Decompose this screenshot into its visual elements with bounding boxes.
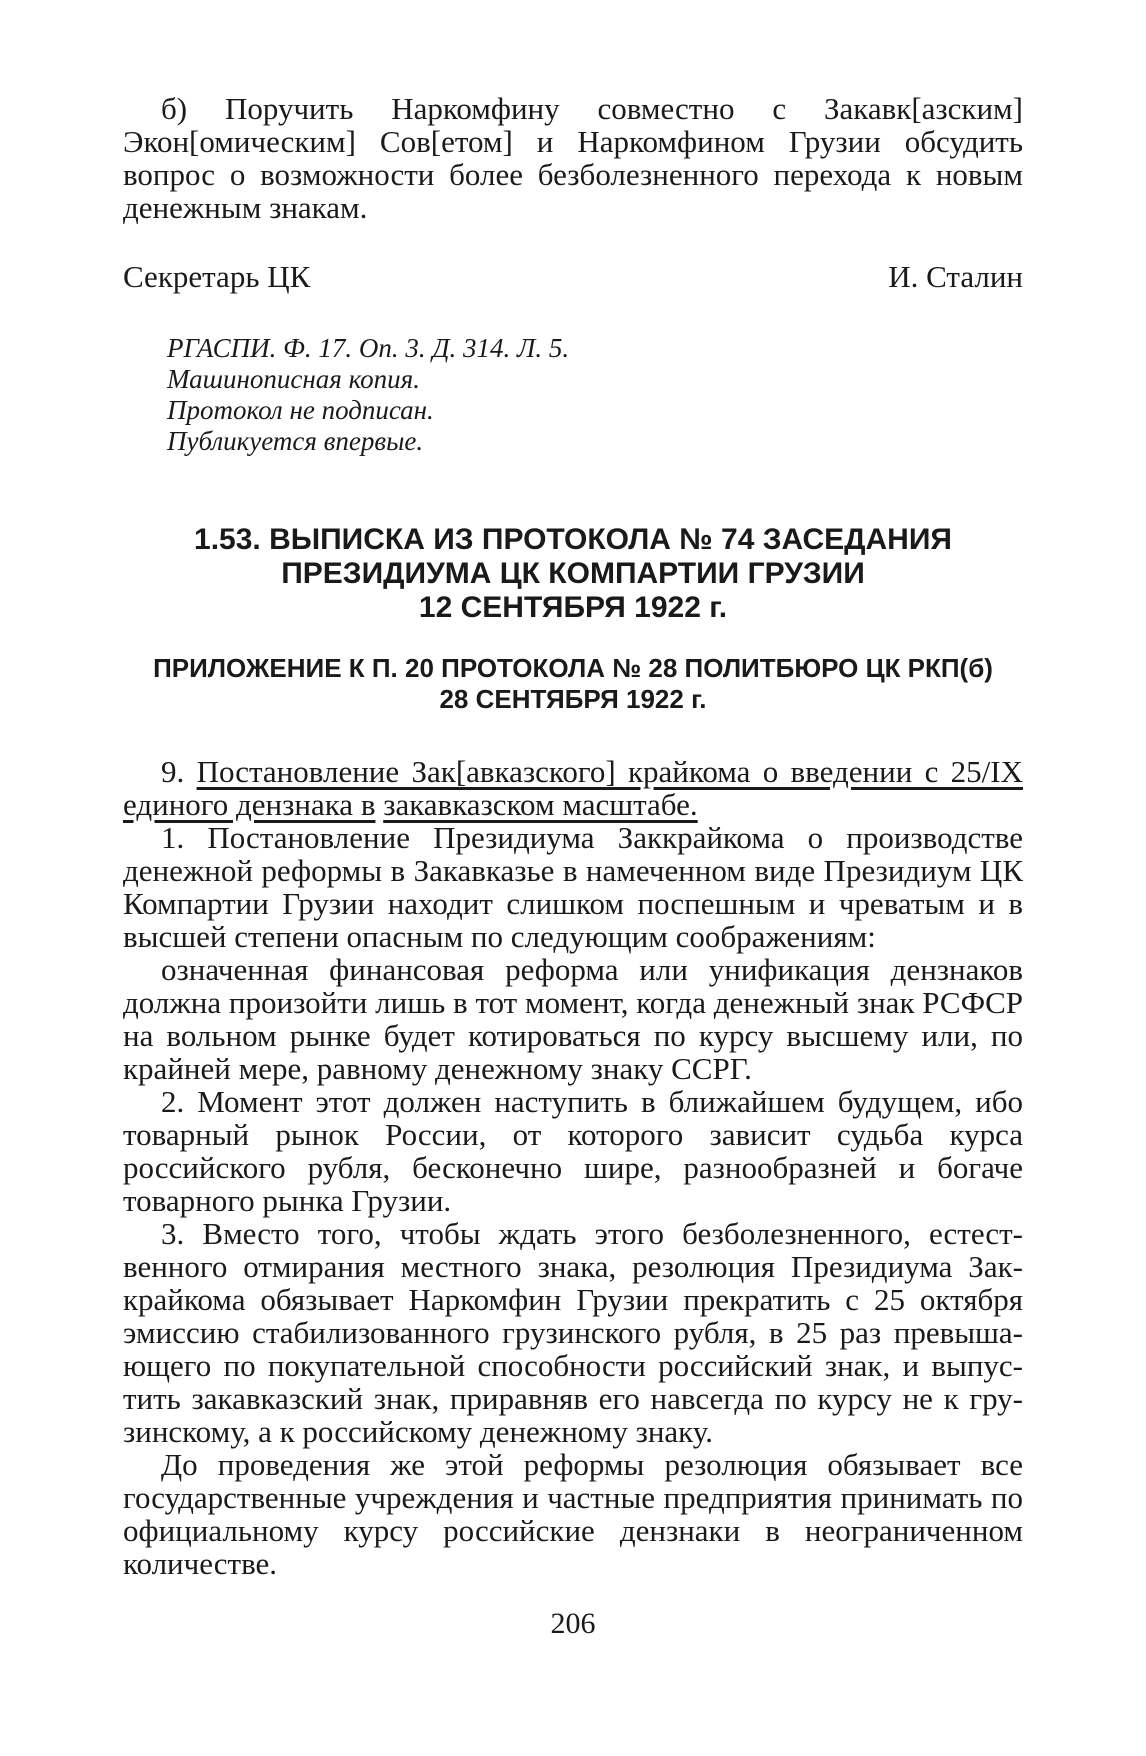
heading-line-3: 12 СЕНТЯБРЯ 1922 г. [418,591,728,624]
item-9-underlined-part-1: Постановление Зак[авказского] крайкома о введении с 25/IX единого дензнака в [123,754,1023,822]
page-number: 206 [550,1607,596,1640]
document-page [123,92,1023,1580]
signature-line [123,260,1023,293]
archive-signature-note: Протокол не подписан. [167,395,434,425]
body-text [123,755,1023,1580]
signature-role: Секретарь ЦК [123,259,311,294]
paragraph-closing: До проведения же этой реформы резолюция обязывает все государственные учреждения и частные предприятия принимать по официальному курсу российские дензнаки в неограниченном количестве. [123,1447,1023,1581]
intro-paragraph: б) Поручить Наркомфину совместно с Закавк[азским] Экон[омическим] Сов[етом] и Наркомфином Грузии обсудить вопрос о возможности более безболезненного перехода к новым денежным знакам. [123,91,1023,225]
document-subheading [123,653,1023,715]
paragraph-3: 3. Вместо того, чтобы ждать этого безболезненного, естественного отмирания местного знака, резолюция Президиума Заккрайкома обязывает Наркомфин Грузии прекратить с 25 октября эмиссию стабилизованного грузинского рубля, в 25 раз превышающего по покупательной способности российский знак, и выпустить закавказский знак, приравняв его навсегда по курсу не к грузинскому, а к российскому денежному знаку. [123,1216,1023,1449]
item-9-number: 9. [161,754,197,789]
heading-line-2: ПРЕЗИДИУМА ЦК КОМПАРТИИ ГРУЗИИ [281,557,865,590]
item-9-underlined-part-2: закавказском масштабе. [383,787,698,822]
paragraph-1-continued: означенная финансовая реформа или унификация дензнаков должна произойти лишь в тот момент, когда денежный знак РСФСР на вольном рынке будет котироваться по курсу высшему или, по крайней мере, равному денежному знаку ССРГ. [123,952,1023,1086]
paragraph-1: 1. Постановление Президиума Заккрайкома о производстве денежной реформы в Закавказье в намеченном виде Президиум ЦК Компартии Грузии находит слишком поспешным и чреватым и в высшей степени опасным по следующим соображениям: [123,820,1023,954]
archive-publication-note: Публикуется впервые. [167,426,424,456]
signature-name: И. Сталин [888,259,1023,294]
subheading-line-2: 28 СЕНТЯБРЯ 1922 г. [439,684,707,714]
paragraph-2: 2. Момент этот должен наступить в ближайшем будущем, ибо товарный рынок России, от которого зависит судьба курса российского рубля, бесконечно шире, разнообразней и богаче товарного рынка Грузии. [123,1084,1023,1218]
heading-line-1: 1.53. ВЫПИСКА ИЗ ПРОТОКОЛА № 74 ЗАСЕДАНИЯ [194,523,952,556]
archive-copy-type: Машинописная копия. [167,364,420,394]
document-heading [123,523,1023,625]
item-9-title [123,755,1023,821]
subheading-line-1: ПРИЛОЖЕНИЕ К П. 20 ПРОТОКОЛА № 28 ПОЛИТБЮРО ЦК РКП(б) [153,653,993,683]
archive-reference: РГАСПИ. Ф. 17. Оп. 3. Д. 314. Л. 5. [167,333,570,363]
archive-notes [167,333,1023,457]
